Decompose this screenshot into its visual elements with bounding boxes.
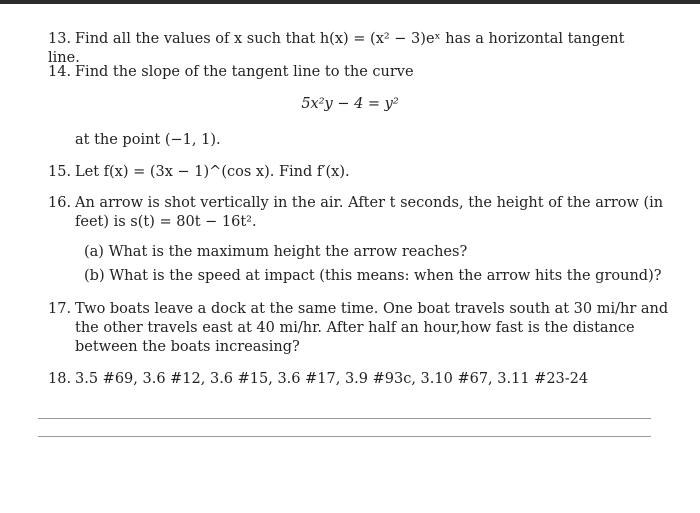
problem-16-part-a: [84, 244, 664, 260]
problem-17: [48, 300, 685, 357]
problem-14-equation: [0, 96, 700, 112]
divider-line: [38, 418, 651, 419]
part-text: (a) What is the maximum height the arrow reaches?: [84, 244, 468, 260]
problem-number: 18.: [48, 371, 72, 387]
equation-text: 5x²y − 4 = y²: [301, 96, 399, 112]
problem-18: [48, 371, 588, 387]
problem-text: Find the slope of the tangent line to the curve: [75, 64, 414, 80]
problem-text: Two boats leave a dock at the same time. One boat travels south at 30 mi/hr and the other travels east at 40 mi/hr. After half an hour,how fast is the distance between the boats increasing?: [75, 301, 669, 355]
problem-text: Let f(x) = (3x − 1)^(cos x). Find f′(x).: [75, 164, 350, 180]
problem-number: 16.: [48, 195, 72, 211]
window-top-bar: [0, 0, 700, 4]
problem-number: 14.: [48, 64, 72, 80]
divider-line: [38, 436, 651, 437]
problem-16: [48, 194, 685, 232]
problem-number: 17.: [48, 301, 72, 317]
problem-text: 3.5 #69, 3.6 #12, 3.6 #15, 3.6 #17, 3.9 #93c, 3.10 #67, 3.11 #23-24: [75, 371, 589, 387]
problem-text: Find all the values of x such that h(x) = (x² − 3)eˣ has a horizontal tangent line.: [48, 31, 625, 66]
problem-14: [48, 63, 658, 82]
problem-16-part-b: [84, 268, 664, 284]
part-text: (b) What is the speed at impact (this means: when the arrow hits the ground)?: [84, 268, 662, 284]
problem-number: 13.: [48, 31, 72, 47]
problem-number: 15.: [48, 164, 72, 180]
problem-15: [48, 163, 658, 182]
problem-text: An arrow is shot vertically in the air. After t seconds, the height of the arrow (in feet) is s(t) = 80t − 16t².: [75, 195, 664, 230]
problem-14-followup: [48, 131, 658, 150]
followup-text: at the point (−1, 1).: [75, 132, 221, 148]
